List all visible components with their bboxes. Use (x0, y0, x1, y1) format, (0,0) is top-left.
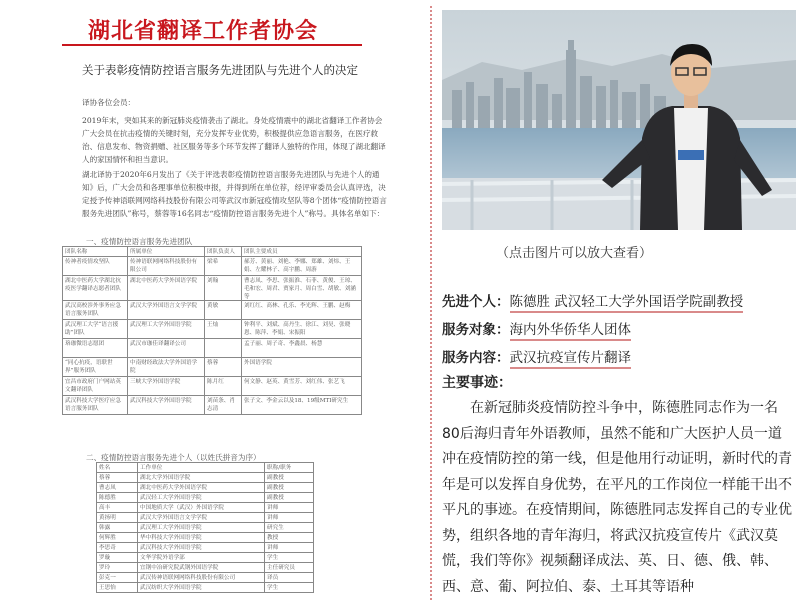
table-cell: 文华学院外语学部 (138, 553, 265, 563)
main-deeds-body: 在新冠肺炎疫情防控斗争中，陈德胜同志作为一名80后海归青年外语教师，虽然不能和广大医护人员一道冲在疫情防控的第一线，但是他用行动证明，新时代的青年是可以发挥自身优势，在平凡的工作岗位一样能干出不平凡的事迹。在疫情期间，陈德胜同志发挥自己的专业优势，组织各地的青年海归，将武汉抗疫宣传片《武汉莫慌，我们等你》视频翻译成法、英、日、德、俄、韩、西、意、葡、阿拉伯、泰、土耳其等语种 (442, 400, 792, 595)
table-cell: 副教授 (265, 473, 314, 483)
table-row (97, 553, 314, 563)
table-cell: 陈月红 (205, 377, 242, 396)
table-cell: 武汉理工大学外国语学院 (128, 320, 205, 339)
table-cell: 郝芳、黄丽、刘艳、李娜、郑雄、刘炜、王娟、左耀林子、高宇鹏、周游 (242, 257, 362, 276)
table-row (63, 339, 362, 358)
table-cell (205, 339, 242, 358)
table-cell: 湖北大学外国语学院 (138, 473, 265, 483)
table-row (97, 583, 314, 593)
salutation: 译协各位会员： (82, 98, 136, 107)
table-row (97, 513, 314, 523)
table-cell: 黄敏 (205, 301, 242, 320)
table-cell: “同心抗疫，语联世界”服务团队 (63, 358, 128, 377)
section-heading-individuals: 二、疫情防控语言服务先进个人（以姓氏拼音为序） (86, 453, 261, 462)
table-row (97, 503, 314, 513)
table-row (63, 320, 362, 339)
table-cell: 讲师 (265, 513, 314, 523)
table-cell: 刘红红、高林、孔乐、李光辉、王鹏、赵梅 (242, 301, 362, 320)
table-cell: 武汉理工大学外国语学院 (138, 523, 265, 533)
table-cell: 张子文、李金云以及18、19级MTI研究生 (242, 396, 362, 415)
table-cell: 中南财经政法大学外国语学院 (128, 358, 205, 377)
table-row (63, 396, 362, 415)
table-cell: 武汉科技大学外国语学院 (138, 543, 265, 553)
table-cell: 讲师 (265, 503, 314, 513)
service-content-value: 武汉抗疫宣传片翻译 (510, 350, 632, 369)
table-cell: 湖北中医药大学外国语学院 (128, 276, 205, 301)
table-cell: 高丰 (97, 503, 138, 513)
table-cell: 黄扬明 (97, 513, 138, 523)
advanced-individual-value: 陈德胜 武汉轻工大学外国语学院副教授 (510, 294, 744, 313)
table-row (97, 543, 314, 553)
table-cell: 副教授 (265, 483, 314, 493)
profile-photo[interactable] (442, 10, 796, 230)
table-cell: 主任研究员 (265, 563, 314, 573)
column-header: 工作单位 (138, 463, 265, 473)
table-cell: 蔡蓉 (97, 473, 138, 483)
table-cell: 学生 (265, 583, 314, 593)
teams-table (62, 246, 362, 415)
table-cell: 华中科技大学外国语学院 (138, 533, 265, 543)
table-row (97, 533, 314, 543)
table-cell: 钟利平、刘斌、高丹生、徐江、刘昊、张晓恩、陈萍、李娟、宋振阳 (242, 320, 362, 339)
table-cell: 湖北中医药大学外国语学院 (138, 483, 265, 493)
document-title: 关于表彰疫情防控语言服务先进团队与先进个人的决定 (82, 63, 358, 77)
column-header: 职称/职务 (265, 463, 314, 473)
table-row (97, 523, 314, 533)
table-cell: 珞珈微语志愿团 (63, 339, 128, 358)
table-cell: 刘苗条、肖志清 (205, 396, 242, 415)
header-red-rule (62, 44, 362, 46)
image-caption: （点击图片可以放大查看） (496, 246, 653, 261)
table-cell: 武汉大学外国语言文学学院 (138, 513, 265, 523)
service-content-row (442, 346, 631, 366)
table-cell: 武汉纺织大学外国语学院 (138, 583, 265, 593)
profile-panel (436, 0, 800, 600)
table-cell: 李思奇 (97, 543, 138, 553)
table-cell: 传神者疫情攻坚队 (63, 257, 128, 276)
service-target-value: 海内外华侨华人团体 (510, 322, 632, 341)
table-cell: 武汉大学外国语言文学学院 (128, 301, 205, 320)
table-row (63, 301, 362, 320)
table-cell: 武汉轻工大学外国语学院 (138, 493, 265, 503)
table-cell: 宜昌市政府门户网站英文翻译团队 (63, 377, 128, 396)
main-deeds-label: 主要事迹： (442, 375, 512, 391)
column-header: 团队名称 (63, 247, 128, 257)
table-row (97, 573, 314, 583)
table-cell: 陈德胜 (97, 493, 138, 503)
table-cell: 研究生 (265, 523, 314, 533)
table-cell: 武汉科技大学医疗应急语言服务团队 (63, 396, 128, 415)
column-header: 团队主要成员 (242, 247, 362, 257)
association-header-title: 湖北省翻译工作者协会 (88, 19, 319, 44)
service-target-label: 服务对象： (442, 322, 510, 338)
table-cell: 刘翰 (205, 276, 242, 301)
table-cell: 孟子丽、周子奇、李鑫晨、杨慧 (242, 339, 362, 358)
table-row (63, 257, 362, 276)
table-row (63, 377, 362, 396)
section-heading-teams: 一、疫情防控语言服务先进团队 (86, 237, 193, 246)
column-header: 团队负责人 (205, 247, 242, 257)
table-cell: 武汉传神语联网网络科技股份有限公司 (138, 573, 265, 583)
table-row (97, 483, 314, 493)
dotted-divider (430, 6, 432, 600)
table-row (97, 563, 314, 573)
table-row (63, 358, 362, 377)
table-cell: 宜钢中冶研究院武钢外国语学院 (138, 563, 265, 573)
table-cell: 蔡蓉 (205, 358, 242, 377)
individuals-table-header (97, 463, 314, 473)
advanced-individual-label: 先进个人： (442, 294, 510, 310)
table-row (63, 276, 362, 301)
column-header: 姓名 (97, 463, 138, 473)
table-row (97, 493, 314, 503)
table-cell: 三峡大学外国语学院 (128, 377, 205, 396)
table-cell: 彭克一 (97, 573, 138, 583)
individuals-table (96, 462, 314, 593)
harbor-portrait-image (442, 10, 796, 230)
table-cell: 韩露 (97, 523, 138, 533)
table-cell: 罗璇 (97, 553, 138, 563)
table-cell: 王灿 (205, 320, 242, 339)
table-cell: 曹志凤、李思、张振淮、石菲、黄俊、王琼、毛和宏、周君、贾家月、周白雪、胡敏、刘涵等 (242, 276, 362, 301)
advanced-individual-row (442, 290, 743, 310)
document-paragraph-1: 2019年末，突如其来的新冠肺炎疫情袭击了湖北。身处疫情震中的湖北省翻译工作者协会广大会员在抗击疫情的关键时刻，充分发挥专业优势，积极提供应急语言服务，在医疗救治、信息发布、物资捐赠、社区服务等多个环节发挥了翻译人独特的作用，体现了湖北翻译人的家国情怀和担当意识。 (82, 116, 386, 164)
table-cell: 教授 (265, 533, 314, 543)
column-header: 所属单位 (128, 247, 205, 257)
table-cell: 外国语学院 (242, 358, 362, 377)
table-cell: 译员 (265, 573, 314, 583)
service-content-label: 服务内容： (442, 350, 510, 366)
table-cell: 讲师 (265, 543, 314, 553)
table-cell: 湖北中医药大学湖北抗疫医学翻译志愿者团队 (63, 276, 128, 301)
table-row (97, 473, 314, 483)
table-cell: 副教授 (265, 493, 314, 503)
service-target-row (442, 318, 631, 338)
table-cell: 武汉科技大学外国语学院 (128, 396, 205, 415)
table-cell: 梁希 (205, 257, 242, 276)
table-cell: 罗玲 (97, 563, 138, 573)
table-cell: 中国地质大学（武汉）外国语学院 (138, 503, 265, 513)
table-cell: 何文静、赵英、黄雪芳、刘红伟、张艺飞 (242, 377, 362, 396)
table-cell: 传神语联网网络科技股份有限公司 (128, 257, 205, 276)
table-cell: 武汉市珈佳译翻译公司 (128, 339, 205, 358)
table-cell: 学生 (265, 553, 314, 563)
table-cell: 武汉高校涉外事务应急语言服务团队 (63, 301, 128, 320)
document-paragraph-2: 湖北译协于2020年6月发出了《关于评选表彰疫情防控语言服务先进团队与先进个人的通知》后，广大会员和各理事单位积极申报，并得到所在单位荐，经评审委员会认真评选，决定授予传神语联网网络科技股份有限公司等武汉市新冠疫情攻坚队等8个团体“疫情防控语言服务先进团队”称号，蔡蓉等16名同志“疫情防控语言服务先进个人”称号。具体名单如下： (82, 170, 387, 218)
table-cell: 武汉理工大学“语言援助”团队 (63, 320, 128, 339)
table-cell: 曹志凤 (97, 483, 138, 493)
table-cell: 王思怡 (97, 583, 138, 593)
table-cell: 何辉胜 (97, 533, 138, 543)
main-deeds-text (442, 396, 794, 600)
teams-table-header (63, 247, 362, 257)
